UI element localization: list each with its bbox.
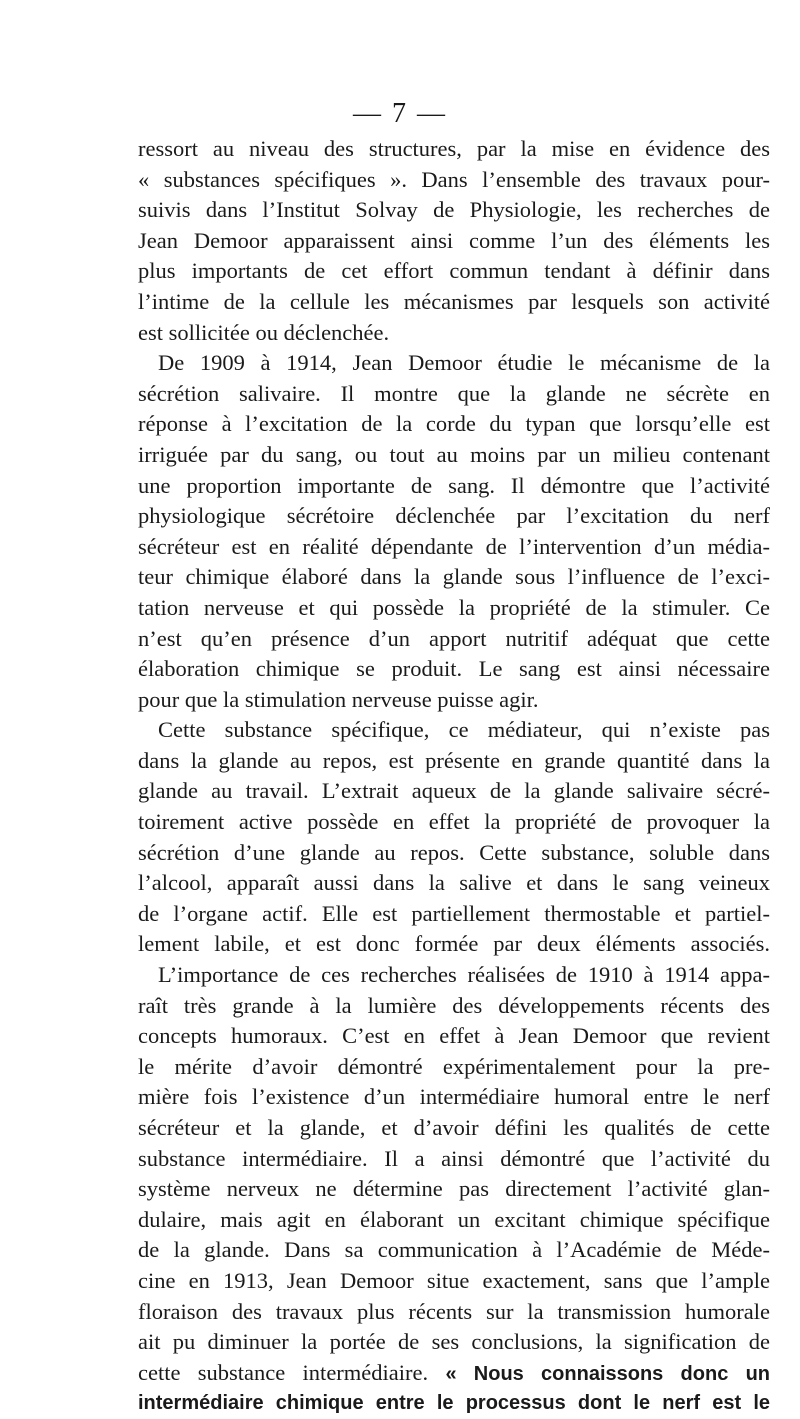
page-number: — 7 — (353, 98, 447, 129)
text-line: ait pu diminuer la portée de ses conclusions, la signification de (138, 1329, 770, 1355)
text-line: de l’organe actif. Elle est partiellement thermostable et partiel- (138, 900, 770, 926)
text-line: n’est qu’en présence d’un apport nutritif adéquat que cette (138, 625, 770, 651)
text-line: élaboration chimique se produit. Le sang est ainsi nécessaire (138, 656, 770, 682)
text-line: suivis dans l’Institut Solvay de Physiologie, les recherches de (138, 197, 770, 223)
text-line: physiologique sécrétoire déclenchée par l’excitation du nerf (138, 503, 770, 529)
text-line: de la glande. Dans sa communication à l’Académie de Méde- (138, 1237, 770, 1263)
text-line: sécréteur est en réalité dépendante de l’intervention d’un média- (138, 533, 770, 559)
text-line: substance intermédiaire. Il a ainsi démontré que l’activité du (138, 1145, 770, 1171)
text-line: l’intime de la cellule les mécanismes par lesquels son activité (138, 288, 770, 314)
text-line: raît très grande à la lumière des développements récents des (138, 992, 770, 1018)
text-line: dulaire, mais agit en élaborant un excitant chimique spécifique (138, 1206, 770, 1232)
text-line: « substances spécifiques ». Dans l’ensemble des travaux pour- (138, 166, 770, 192)
text-line: Jean Demoor apparaissent ainsi comme l’un des éléments les (138, 227, 770, 253)
text-line: ressort au niveau des structures, par la mise en évidence des (138, 136, 770, 161)
text-line: cine en 1913, Jean Demoor situe exactement, sans que l’ample (138, 1267, 770, 1293)
text-line: sécréteur et la glande, et d’avoir défini les qualités de cette (138, 1115, 770, 1140)
mixed-line-bold: « Nous connaissons donc un (445, 1362, 770, 1385)
text-line: système nerveux ne détermine pas directement l’activité glan- (138, 1176, 770, 1202)
text-line: est sollicitée ou déclenchée. (138, 319, 390, 345)
text-line: Cette substance spécifique, ce médiateur, qui n’existe pas (158, 717, 770, 743)
text-line: teur chimique élaboré dans la glande sous l’influence de l’exci- (138, 564, 770, 590)
text-line: dans la glande au repos, est présente en grande quantité dans la (138, 747, 770, 773)
text-line: irriguée par du sang, ou tout au moins par un milieu contenant (138, 441, 770, 467)
text-line: réponse à l’excitation de la corde du typan que lorsqu’elle est (138, 411, 770, 437)
text-line: une proportion importante de sang. Il démontre que l’activité (138, 472, 770, 498)
text-line: floraison des travaux plus récents sur la transmission humorale (138, 1298, 770, 1324)
text-line: toirement active possède en effet la propriété de provoquer la (138, 809, 770, 835)
mixed-line-regular: cette substance intermédiaire. (138, 1359, 446, 1385)
text-line: tation nerveuse et qui possède la propriété de la stimuler. Ce (138, 594, 770, 620)
text-line: concepts humoraux. C’est en effet à Jean Demoor que revient (138, 1023, 770, 1049)
text-line: sécrétion d’une glande au repos. Cette substance, soluble dans (138, 839, 770, 865)
text-line: De 1909 à 1914, Jean Demoor étudie le mécanisme de la (158, 350, 770, 376)
text-line: pour que la stimulation nerveuse puisse agir. (138, 686, 539, 712)
text-line: le mérite d’avoir démontré expérimentalement pour la pre- (138, 1053, 770, 1079)
text-line: plus importants de cet effort commun tendant à définir dans (138, 258, 770, 284)
text-line-mixed (138, 1358, 770, 1389)
text-line: l’alcool, apparaît aussi dans la salive et dans le sang veineux (138, 870, 770, 896)
text-line: sécrétion salivaire. Il montre que la glande ne sécrète en (138, 380, 770, 406)
text-line: mière fois l’existence d’un intermédiaire humoral entre le nerf (138, 1084, 770, 1110)
text-line: lement labile, et est donc formée par deux éléments associés. (138, 931, 770, 957)
text-line-bold: intermédiaire chimique entre le processus dont le nerf est le (138, 1392, 770, 1415)
text-line: L’importance de ces recherches réalisées de 1910 à 1914 appa- (158, 962, 770, 988)
text-line: glande au travail. L’extrait aqueux de la glande salivaire sécré- (138, 778, 770, 804)
body-text (138, 134, 770, 1419)
